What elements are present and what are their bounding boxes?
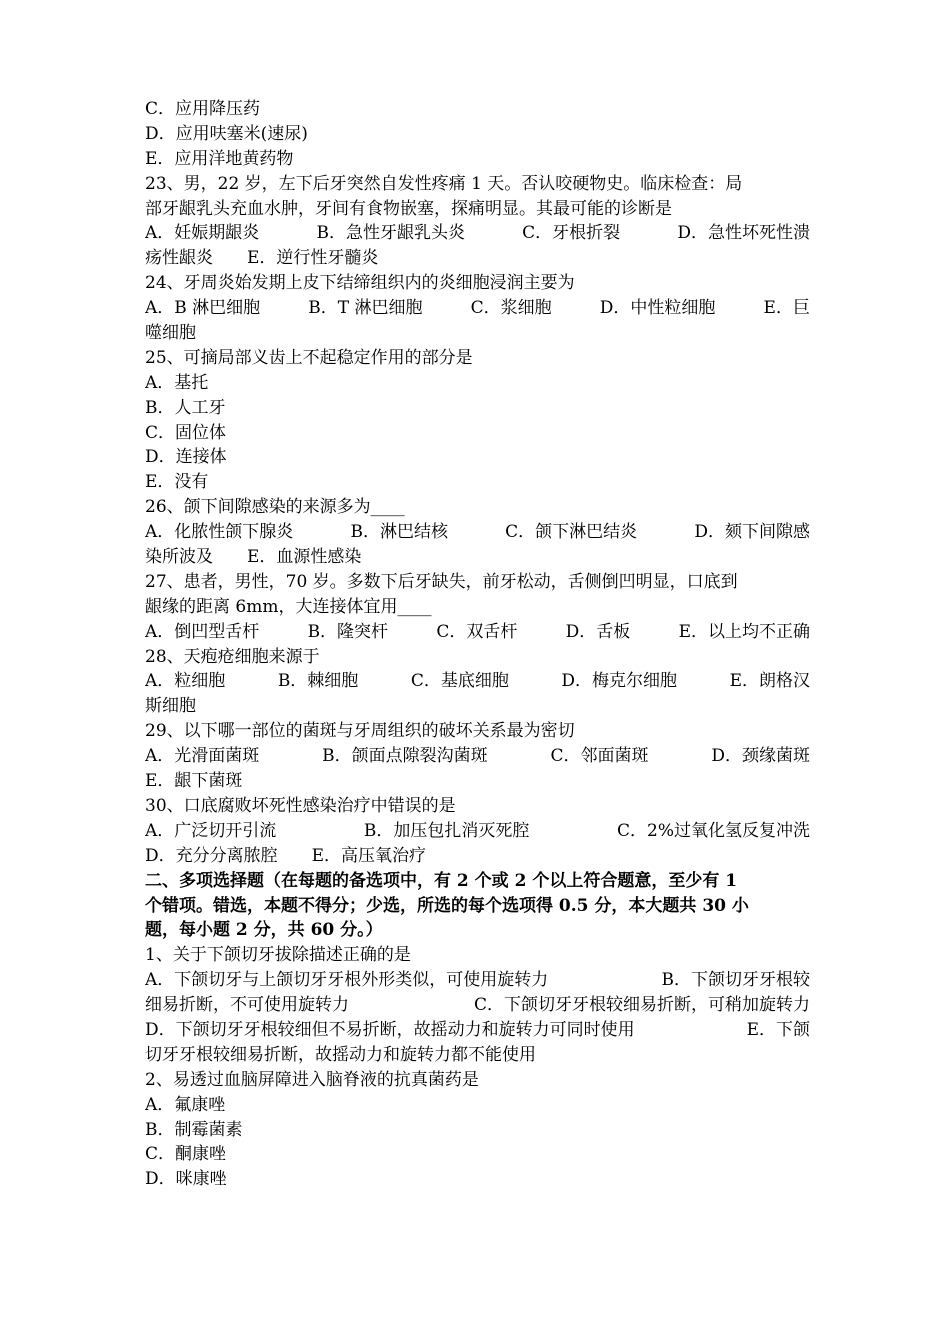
- option-b: B．加压包扎消灭死腔: [363, 820, 530, 841]
- line-text: E．应用洋地黄药物: [145, 148, 294, 169]
- option-d: D．梅克尔细胞: [561, 671, 678, 692]
- line-text: 28、天疱疮细胞来源于: [145, 646, 320, 667]
- option-c: C．双舌杆: [436, 621, 518, 642]
- line-text: 1、关于下颌切牙拔除描述正确的是: [145, 945, 411, 966]
- line-text: C．酮康唑: [145, 1144, 227, 1165]
- line-text: D．咪康唑: [145, 1169, 227, 1190]
- question-26-options: [145, 520, 810, 545]
- line-text: C．固位体: [145, 422, 227, 443]
- option-c: C．2%过氧化氢反复冲洗: [617, 820, 810, 841]
- line-text: E．没有: [145, 472, 209, 493]
- option-a: A．妊娠期龈炎: [145, 223, 260, 244]
- line-text: 26、颌下间隙感染的来源多为____: [145, 497, 405, 518]
- section-heading: [145, 869, 810, 894]
- question-23-options-cont: [145, 246, 810, 271]
- option-c: C．基底细胞: [410, 671, 509, 692]
- mq-2-stem: [145, 1068, 810, 1093]
- option-b: B．T 淋巴细胞: [308, 298, 423, 319]
- line-text: A．基托: [145, 372, 209, 393]
- line-text: 29、以下哪一部位的菌斑与牙周组织的破坏关系最为密切: [145, 721, 575, 742]
- question-24-options-cont: [145, 321, 810, 346]
- option-e: E．巨: [763, 298, 810, 319]
- mq-2-option-c: [145, 1142, 810, 1167]
- option-a: A．B 淋巴细胞: [145, 298, 261, 319]
- mq-1-stem: [145, 943, 810, 968]
- mq-1-options-cont: [145, 993, 810, 1018]
- option-b: B．颌面点隙裂沟菌斑: [322, 746, 488, 767]
- line-text: 个错项。错选，本题不得分；少选，所选的每个选项得 0.5 分，本大题共 30 小: [145, 895, 749, 916]
- question-28-stem: [145, 645, 810, 670]
- line-text: A．氟康唑: [145, 1094, 226, 1115]
- option-a: A．下颌切牙与上颌切牙牙根外形类似，可使用旋转力: [145, 970, 549, 991]
- option-a: A．倒凹型舌杆: [145, 621, 260, 642]
- mq-1-options: [145, 968, 810, 993]
- option-c: C．浆细胞: [470, 298, 552, 319]
- line-text: 二、多项选择题（在每题的备选项中，有 2 个或 2 个以上符合题意，至少有 1: [145, 870, 738, 891]
- line-text: 30、口底腐败坏死性感染治疗中错误的是: [145, 795, 456, 816]
- line-text: 题，每小题 2 分，共 60 分。）: [145, 920, 383, 941]
- line-text: D．充分分离脓腔 E．高压氧治疗: [145, 845, 427, 866]
- question-26-stem: [145, 495, 810, 520]
- line-text: D．应用呋塞米(速尿): [145, 123, 308, 144]
- option-c: C．牙根折裂: [522, 223, 621, 244]
- line-text: 疡性龈炎 E．逆行性牙髓炎: [145, 248, 379, 269]
- mq-2-option-b: [145, 1118, 810, 1143]
- question-25-option-c: [145, 421, 810, 446]
- option-b: B．急性牙龈乳头炎: [316, 223, 465, 244]
- line-text: 23、男，22 岁，左下后牙突然自发性疼痛 1 天。否认咬硬物史。临床检查：局: [145, 173, 743, 194]
- option-e-line: [145, 147, 810, 172]
- line-text: 24、牙周炎始发期上皮下结缔组织内的炎细胞浸润主要为: [145, 273, 575, 294]
- question-27-stem-cont: [145, 595, 810, 620]
- mq-2-option-a: [145, 1093, 810, 1118]
- option-c: C．下颌切牙牙根较细易折断，可稍加旋转力: [473, 995, 810, 1016]
- option-d: D．舌板: [565, 621, 631, 642]
- option-a: A．广泛切开引流: [145, 820, 277, 841]
- question-30-stem: [145, 794, 810, 819]
- option-e: E．以上均不正确: [678, 621, 810, 642]
- option-e: E．下颌: [746, 1019, 810, 1040]
- question-28-options: [145, 669, 810, 694]
- option-b-cont: 细易折断，不可使用旋转力: [145, 995, 349, 1016]
- question-26-options-cont: [145, 545, 810, 570]
- question-27-options: [145, 620, 810, 645]
- option-e: E．朗格汉: [729, 671, 810, 692]
- option-b: B．淋巴结核: [350, 522, 448, 543]
- option-a: A．光滑面菌斑: [145, 746, 260, 767]
- section-heading-end: [145, 918, 810, 943]
- line-text: 斯细胞: [145, 696, 196, 717]
- option-c: C．邻面菌斑: [550, 746, 649, 767]
- option-a: A．化脓性颌下腺炎: [145, 522, 294, 543]
- line-text: 2、易透过血脑屏障进入脑脊液的抗真菌药是: [145, 1069, 479, 1090]
- option-d: D．下颌切牙牙根较细但不易折断，故摇动力和旋转力可同时使用: [145, 1019, 635, 1040]
- option-c-line: [145, 97, 810, 122]
- line-text: E．龈下菌斑: [145, 771, 243, 792]
- line-text: 切牙牙根较细易折断，故摇动力和旋转力都不能使用: [145, 1044, 536, 1065]
- question-25-option-b: [145, 396, 810, 421]
- line-text: 部牙龈乳头充血水肿，牙间有食物嵌塞，探痛明显。其最可能的诊断是: [145, 198, 672, 219]
- line-text: B．人工牙: [145, 397, 226, 418]
- mq-1-options-cont2: [145, 1018, 810, 1043]
- line-text: 染所波及 E．血源性感染: [145, 547, 362, 568]
- question-29-stem: [145, 719, 810, 744]
- option-d: D．中性粒细胞: [599, 298, 716, 319]
- question-30-options-cont: [145, 844, 810, 869]
- option-b: B．棘细胞: [277, 671, 359, 692]
- question-30-options: [145, 819, 810, 844]
- option-c: C．颌下淋巴结炎: [505, 522, 638, 543]
- line-text: C．应用降压药: [145, 99, 261, 119]
- line-text: D．连接体: [145, 447, 227, 468]
- question-27-stem: [145, 570, 810, 595]
- line-text: 噬细胞: [145, 323, 196, 344]
- question-25-option-e: [145, 470, 810, 495]
- option-d: D．急性坏死性溃: [677, 223, 810, 244]
- option-d: D．颈缘菌斑: [711, 746, 810, 767]
- line-text: 25、可摘局部义齿上不起稳定作用的部分是: [145, 347, 473, 368]
- mq-2-option-d: [145, 1167, 810, 1192]
- question-25-option-a: [145, 371, 810, 396]
- question-23-stem-cont: [145, 197, 810, 222]
- question-25-option-d: [145, 445, 810, 470]
- question-24-stem: [145, 271, 810, 296]
- line-text: 27、患者，男性，70 岁。多数下后牙缺失，前牙松动，舌侧倒凹明显，口底到: [145, 571, 738, 592]
- option-b: B．隆突杆: [307, 621, 389, 642]
- option-d: D．颏下间隙感: [694, 522, 810, 543]
- question-29-options: [145, 744, 810, 769]
- mq-1-options-cont3: [145, 1043, 810, 1068]
- option-d-line: [145, 122, 810, 147]
- question-24-options: [145, 296, 810, 321]
- section-heading-cont: [145, 894, 810, 919]
- question-29-option-e: [145, 769, 810, 794]
- question-23-options: [145, 221, 810, 246]
- option-b: B．下颌切牙牙根较: [661, 970, 810, 991]
- option-a: A．粒细胞: [145, 671, 226, 692]
- question-23-stem: [145, 172, 810, 197]
- question-28-options-cont: [145, 694, 810, 719]
- document-page: [145, 97, 810, 1192]
- line-text: B．制霉菌素: [145, 1119, 243, 1140]
- question-25-stem: [145, 346, 810, 371]
- line-text: 龈缘的距离 6mm，大连接体宜用____: [145, 596, 432, 617]
